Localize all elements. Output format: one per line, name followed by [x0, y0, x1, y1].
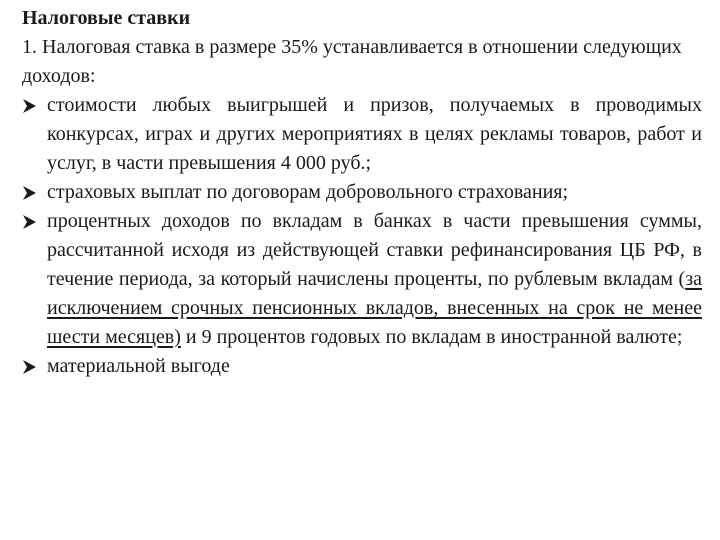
bullet-text: стоимости любых выигрышей и призов, получаемых в проводимых конкурсах, играх и других мероприятиях в целях рекламы товаров, работ и услуг, в части превышения 4 000 руб.; [47, 94, 702, 174]
bullet-text-underlined: за исключением срочных пенсионных вкладов, внесенных на срок не менее шести месяцев) [47, 268, 702, 348]
arrow-bullet-icon [22, 352, 42, 381]
list-item [22, 207, 702, 352]
bullet-text: материальной выгоде [47, 355, 230, 377]
arrow-bullet-icon [22, 91, 42, 120]
slide-title: Налоговые ставки [22, 7, 191, 29]
bullet-text-before: процентных доходов по вкладам в банках в части превышения суммы, рассчитанной исходя из действующей ставки рефинансирования ЦБ РФ, в течение периода, за который начислены проценты, по рублевым вкладам ( [47, 210, 702, 290]
list-item [22, 352, 702, 381]
bullet-list [22, 91, 702, 381]
list-item [22, 91, 702, 178]
arrow-bullet-icon [22, 207, 42, 236]
arrow-bullet-icon [22, 178, 42, 207]
list-item [22, 178, 702, 207]
bullet-text: страховых выплат по договорам добровольного страхования; [47, 181, 569, 203]
intro-paragraph: 1. Налоговая ставка в размере 35% устанавливается в отношении следующих доходов: [22, 36, 682, 87]
bullet-text-after: и 9 процентов годовых по вкладам в иностранной валюте; [180, 326, 683, 348]
